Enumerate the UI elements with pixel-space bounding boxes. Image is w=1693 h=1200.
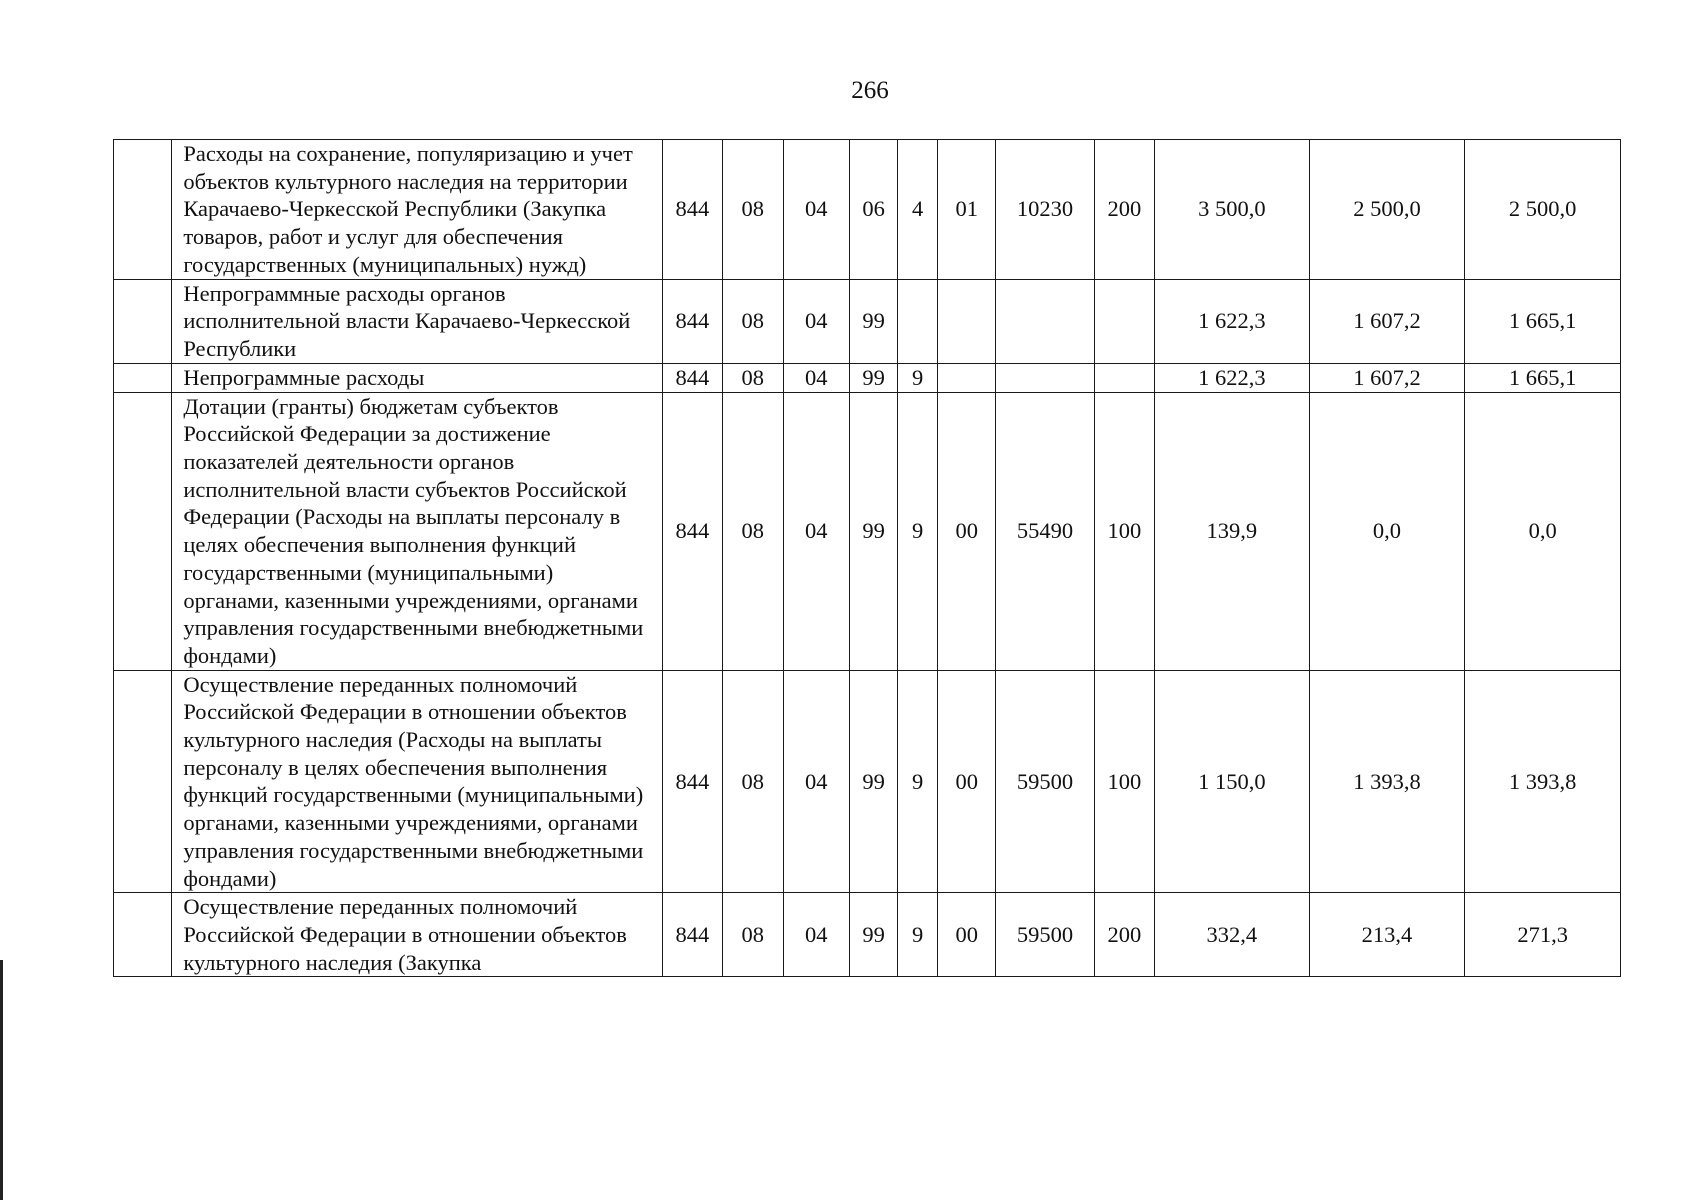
admin-code: 844 <box>662 670 722 893</box>
table-body <box>114 140 1621 977</box>
admin-code: 844 <box>662 279 722 363</box>
table-row <box>114 893 1621 977</box>
subprogram-code: 9 <box>898 363 938 392</box>
subsection-code: 04 <box>783 140 850 280</box>
row-number-cell <box>114 670 172 893</box>
row-description: Непрограммные расходы <box>172 363 662 392</box>
main-event-code: 01 <box>938 140 996 280</box>
amount-year-1: 1 150,0 <box>1155 670 1310 893</box>
row-number-cell <box>114 363 172 392</box>
section-code: 08 <box>723 140 783 280</box>
table-row <box>114 279 1621 363</box>
table-row <box>114 363 1621 392</box>
table-row <box>114 392 1621 670</box>
table-row <box>114 670 1621 893</box>
amount-year-3: 1 393,8 <box>1465 670 1621 893</box>
scan-edge-mark <box>0 960 3 1200</box>
amount-year-3: 2 500,0 <box>1465 140 1621 280</box>
row-description: Осуществление переданных полномочий Российской Федерации в отношении объектов культурного наследия (Закупка <box>172 893 662 977</box>
direction-code: 10230 <box>996 140 1094 280</box>
row-number-cell <box>114 279 172 363</box>
section-code: 08 <box>723 893 783 977</box>
admin-code: 844 <box>662 893 722 977</box>
section-code: 08 <box>723 670 783 893</box>
main-event-code: 00 <box>938 392 996 670</box>
program-code: 99 <box>850 279 898 363</box>
amount-year-2: 0,0 <box>1309 392 1465 670</box>
amount-year-2: 1 607,2 <box>1309 279 1465 363</box>
expense-type-code: 200 <box>1094 893 1154 977</box>
program-code: 06 <box>850 140 898 280</box>
amount-year-1: 139,9 <box>1155 392 1310 670</box>
amount-year-1: 1 622,3 <box>1155 363 1310 392</box>
row-description: Дотации (гранты) бюджетам субъектов Российской Федерации за достижение показателей деятельности органов исполнительной власти субъектов Российской Федерации (Расходы на выплаты персоналу в целях обеспечения выполнения функций государственными (муниципальными) органами, казенными учреждениями, органами управления государственными внебюджетными фондами) <box>172 392 662 670</box>
amount-year-3: 271,3 <box>1465 893 1621 977</box>
row-description: Расходы на сохранение, популяризацию и учет объектов культурного наследия на территории Карачаево-Черкесской Республики (Закупка товаров, работ и услуг для обеспечения государственных (муниципальных) нужд) <box>172 140 662 280</box>
section-code: 08 <box>723 279 783 363</box>
subsection-code: 04 <box>783 363 850 392</box>
amount-year-1: 1 622,3 <box>1155 279 1310 363</box>
subsection-code: 04 <box>783 279 850 363</box>
program-code: 99 <box>850 363 898 392</box>
main-event-code: 00 <box>938 893 996 977</box>
direction-code <box>996 279 1094 363</box>
section-code: 08 <box>723 363 783 392</box>
page-number: 266 <box>851 77 889 104</box>
program-code: 99 <box>850 392 898 670</box>
amount-year-1: 332,4 <box>1155 893 1310 977</box>
row-description: Осуществление переданных полномочий Российской Федерации в отношении объектов культурного наследия (Расходы на выплаты персоналу в целях обеспечения выполнения функций государственными (муниципальными) органами, казенными учреждениями, органами управления государственными внебюджетными фондами) <box>172 670 662 893</box>
direction-code <box>996 363 1094 392</box>
amount-year-2: 1 393,8 <box>1309 670 1465 893</box>
budget-table <box>113 139 1621 977</box>
amount-year-3: 1 665,1 <box>1465 363 1621 392</box>
section-code: 08 <box>723 392 783 670</box>
amount-year-3: 0,0 <box>1465 392 1621 670</box>
admin-code: 844 <box>662 363 722 392</box>
subprogram-code <box>898 279 938 363</box>
expense-type-code: 200 <box>1094 140 1154 280</box>
row-number-cell <box>114 893 172 977</box>
subprogram-code: 9 <box>898 670 938 893</box>
expense-type-code: 100 <box>1094 392 1154 670</box>
amount-year-3: 1 665,1 <box>1465 279 1621 363</box>
admin-code: 844 <box>662 392 722 670</box>
program-code: 99 <box>850 670 898 893</box>
program-code: 99 <box>850 893 898 977</box>
direction-code: 59500 <box>996 670 1094 893</box>
subsection-code: 04 <box>783 893 850 977</box>
table-row <box>114 140 1621 280</box>
direction-code: 55490 <box>996 392 1094 670</box>
expense-type-code <box>1094 363 1154 392</box>
main-event-code: 00 <box>938 670 996 893</box>
amount-year-2: 1 607,2 <box>1309 363 1465 392</box>
main-event-code <box>938 279 996 363</box>
amount-year-2: 2 500,0 <box>1309 140 1465 280</box>
admin-code: 844 <box>662 140 722 280</box>
direction-code: 59500 <box>996 893 1094 977</box>
amount-year-2: 213,4 <box>1309 893 1465 977</box>
main-event-code <box>938 363 996 392</box>
subsection-code: 04 <box>783 392 850 670</box>
subsection-code: 04 <box>783 670 850 893</box>
row-description: Непрограммные расходы органов исполнительной власти Карачаево-Черкесской Республики <box>172 279 662 363</box>
expense-type-code: 100 <box>1094 670 1154 893</box>
amount-year-1: 3 500,0 <box>1155 140 1310 280</box>
subprogram-code: 9 <box>898 392 938 670</box>
row-number-cell <box>114 392 172 670</box>
row-number-cell <box>114 140 172 280</box>
subprogram-code: 9 <box>898 893 938 977</box>
expense-type-code <box>1094 279 1154 363</box>
subprogram-code: 4 <box>898 140 938 280</box>
